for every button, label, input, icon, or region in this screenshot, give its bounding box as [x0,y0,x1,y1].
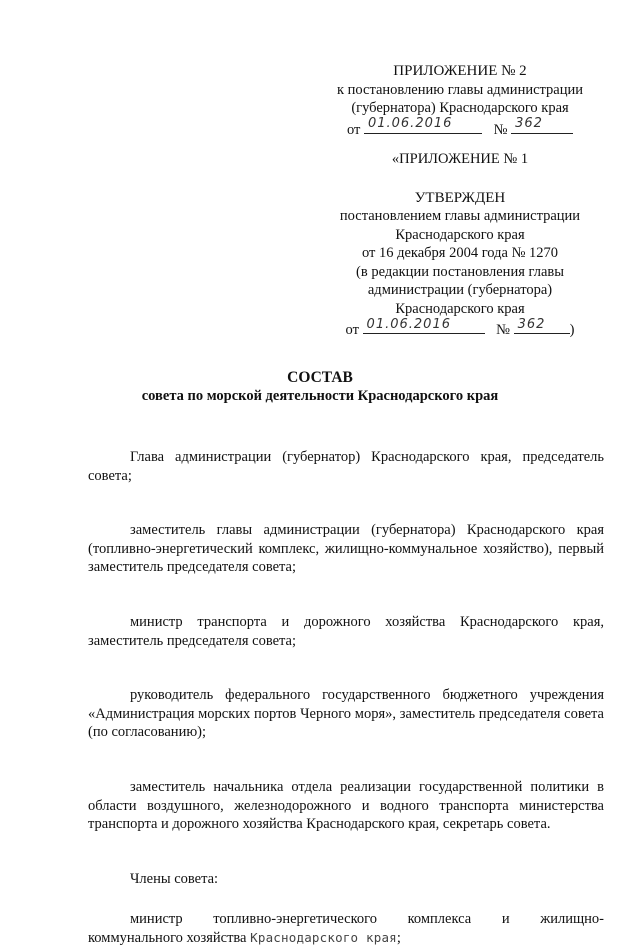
energy-minister-line-2 [88,929,604,948]
date-signature-field [364,118,482,134]
appendix-1-line-3: от 16 декабря 2004 года № 1270 [361,245,559,261]
from-label: от [345,322,359,338]
appendix-1-line-5: администрации (губернатора) [367,282,553,298]
appendix-1-line-2: Краснодарского края [395,226,525,243]
member-paragraph-secretary: заместитель начальника отдела реализации государственной политики в области воздушного, железнодорожного и водного транспорта министерства транспорта и дорожного хозяйства Краснодарского края, секретарь совета. [88,778,604,833]
line-2-start: коммунального хозяйства [88,929,251,946]
date-signature-field [363,318,485,334]
title-main: СОСТАВ [287,369,353,386]
from-label: от [346,121,361,138]
appendix-2-date-line [300,118,620,140]
handwritten-number: 362 [517,316,546,332]
document-title [0,368,640,406]
appendix-1-line-4: (в редакции постановления главы [356,263,564,280]
member-paragraph-deputy-transport: министр транспорта и дорожного хозяйства Краснодарского края, заместитель председателя совета; [88,613,604,649]
number-signature-field [514,318,570,334]
handwritten-number: 362 [515,116,543,131]
document-body [88,448,604,948]
number-label: № [496,322,511,338]
word: министр [130,911,183,928]
handwritten-date: 01.06.2016 [366,316,451,332]
word: и [501,911,510,928]
appendix-1-line-1: постановлением главы администрации [339,208,581,224]
appendix-2-header [300,62,620,139]
appendix-2-title: ПРИЛОЖЕНИЕ № 2 [393,63,527,79]
appendix-1-line-6: Краснодарского края [395,300,525,317]
member-paragraph-chairman: Глава администрации (губернатор) Краснодарского края, председатель совета; [88,449,604,484]
appendix-2-line-2: (губернатора) Краснодарского края [351,100,569,116]
appendix-1-header [300,150,620,340]
word: комплекса [407,911,472,928]
approved-stamp-text: УТВЕРЖДЕН [414,189,506,206]
word: топливно-энергетического [213,911,377,928]
title-subtitle: совета по морской деятельности Краснодарского края [141,388,499,404]
energy-minister-line-1 [88,910,604,929]
line-2-end: ; [396,929,401,946]
number-signature-field [511,118,573,134]
appendix-2-line-1: к постановлению главы администрации [336,81,584,98]
closing-parenthesis: ) [569,322,575,338]
members-label: Члены совета: [130,870,219,887]
handwritten-date: 01.06.2016 [367,116,453,131]
member-paragraph-deputy-ports: руководитель федерального государственного бюджетного учреждения «Администрация морских портов Черного моря», заместитель председателя совета (по согласованию); [88,687,604,741]
appendix-1-title: «ПРИЛОЖЕНИЕ № 1 [391,151,529,167]
member-paragraph-first-deputy: заместитель главы администрации (губернатора) Краснодарского края (топливно-энергетический комплекс, жилищно-коммунальное хозяйство), первый заместитель председателя совета; [88,522,604,576]
word: жилищно- [540,911,604,928]
appendix-1-date-line [300,318,620,340]
typed-insert: Краснодарского края [250,929,397,945]
number-label: № [493,121,508,138]
member-paragraph-energy-minister [88,910,604,947]
